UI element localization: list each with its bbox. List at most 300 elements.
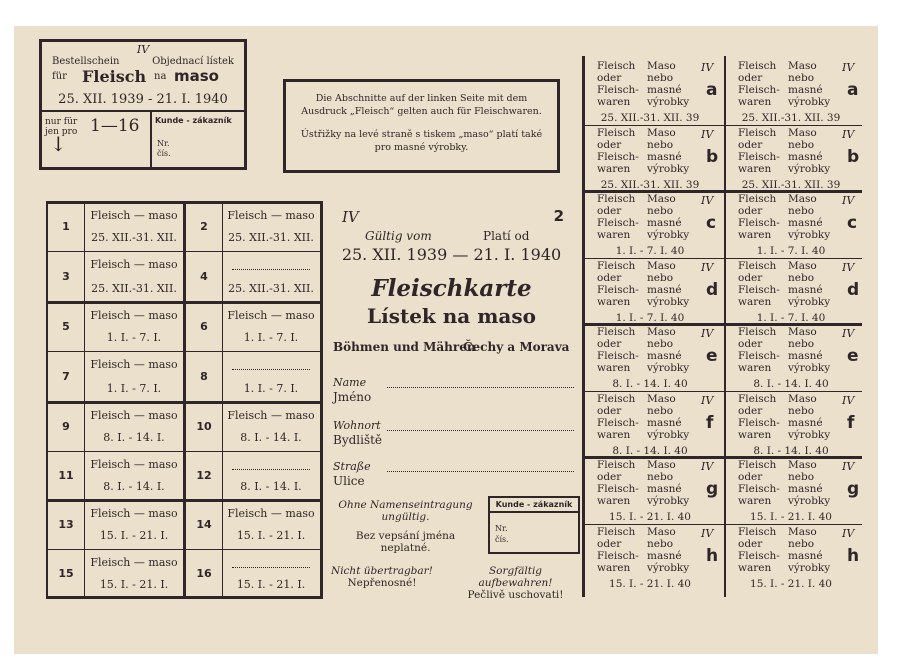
coupon-de-1: Fleisch: [738, 326, 777, 338]
coupon-de-2: oder: [597, 139, 622, 151]
order-slip-fleisch: Fleisch: [82, 67, 147, 86]
coupon-title: Fleisch — maso: [90, 458, 178, 471]
coupon-cs-3: masné: [788, 550, 823, 562]
right-coupon: [730, 191, 862, 258]
coupon-date: 8. I. - 14. I. 40: [612, 378, 688, 390]
coupon-cs-3: masné: [647, 550, 682, 562]
order-slip-label-de: Bestellschein: [52, 56, 120, 67]
coupon-cs-3: masné: [647, 284, 682, 296]
order-slip-header: [42, 42, 244, 112]
coupon-cs-3: masné: [788, 483, 823, 495]
coupon-date: 15. I. - 21. I.: [236, 578, 306, 591]
coupon-cs-3: masné: [788, 284, 823, 296]
coupon-cs-2: nebo: [647, 139, 674, 151]
wohnort-label-de: Wohnort: [333, 419, 381, 432]
coupon-cs-1: Maso: [647, 459, 676, 471]
coupon-de-2: oder: [597, 272, 622, 284]
main-panel: [323, 203, 580, 601]
coupon-cs-text: [647, 326, 689, 374]
coupon-de-2: oder: [597, 72, 622, 84]
coupon-de-text: [738, 526, 780, 574]
strasse-field[interactable]: [387, 471, 574, 472]
coupon-cs-4: výrobky: [788, 562, 831, 574]
coupon-date: 25. XII.-31. XII. 39: [600, 179, 700, 191]
customer-box: [488, 496, 580, 554]
coupon-title: Fleisch — maso: [90, 358, 178, 371]
coupon-de-3: Fleisch-: [738, 550, 780, 562]
coupon-de-4: waren: [738, 229, 772, 241]
right-coupon: [730, 125, 862, 192]
nicht-uebertragbar: [331, 565, 433, 589]
coupon-title: Fleisch — maso: [90, 507, 178, 520]
coupon-de-2: oder: [597, 405, 622, 417]
coupon-cs-2: nebo: [788, 405, 815, 417]
coupon-date: 1. I. - 7. I. 40: [756, 312, 826, 324]
coupon-de-4: waren: [597, 163, 631, 175]
right-coupon: [589, 58, 721, 125]
grid-rule: [46, 251, 320, 252]
coupon-title: Fleisch — maso: [90, 556, 178, 569]
order-slip-label-cs: Objednací lístek: [152, 56, 234, 67]
right-coupon: [730, 258, 862, 325]
coupon-de-4: waren: [738, 362, 772, 374]
coupon-letter: g: [706, 479, 719, 499]
right-coupon: [589, 457, 721, 524]
coupon-cs-1: Maso: [788, 393, 817, 405]
coupon-letter: d: [847, 280, 860, 300]
coupon-title: Fleisch — maso: [227, 409, 315, 422]
coupon-date: 1. I. - 7. I. 40: [615, 245, 685, 257]
coupon-de-3: Fleisch-: [597, 483, 639, 495]
coupon-cs-3: masné: [788, 350, 823, 362]
right-coupon: [589, 391, 721, 458]
coupon-de-2: oder: [738, 272, 763, 284]
order-slip-range-box: [42, 112, 152, 170]
coupon-cs-1: Maso: [647, 60, 676, 72]
coupon-date: 8. I. - 14. I.: [240, 431, 302, 444]
coupon-cs-2: nebo: [647, 471, 674, 483]
ohne-line-2: ungültig.: [381, 511, 430, 523]
coupon-roman-number: IV: [842, 460, 855, 473]
coupon-cs-4: výrobky: [647, 362, 690, 374]
coupon-date: 15. I. - 21. I.: [236, 529, 306, 542]
coupon-cs-4: výrobky: [788, 229, 831, 241]
order-slip-kunde: Kunde - zákazník: [155, 116, 232, 125]
sorg-cs: Pečlivě uschovati!: [467, 589, 564, 601]
coupon-date: 1. I. - 7. I.: [243, 382, 299, 395]
region-de: Böhmen und Mähren: [333, 340, 476, 354]
coupon-title: Fleisch — maso: [90, 258, 178, 271]
title-de: Fleischkarte: [371, 275, 532, 302]
coupon-number: 14: [196, 517, 212, 531]
coupon-cs-2: nebo: [647, 538, 674, 550]
notice-de: Die Abschnitte auf der linken Seite mit dem Ausdruck „Fleisch“ gelten auch für Fleischwaren.: [301, 93, 542, 117]
coupon-de-2: oder: [597, 471, 622, 483]
coupon-de-1: Fleisch: [597, 393, 636, 405]
coupon-de-4: waren: [597, 429, 631, 441]
coupon-number: 1: [62, 219, 70, 233]
customer-box-header: Kunde - zákazník: [490, 498, 578, 513]
coupon-cs-4: výrobky: [788, 362, 831, 374]
customer-box-number: [495, 523, 509, 545]
coupon-de-text: [738, 127, 780, 175]
customer-nr: Nr.: [495, 524, 508, 533]
coupon-letter: g: [847, 479, 860, 499]
coupon-cs-1: Maso: [788, 260, 817, 272]
coupon-number: 12: [196, 468, 212, 482]
coupon-de-text: [738, 193, 780, 241]
notice-box: [283, 79, 560, 173]
coupon-letter: f: [706, 413, 714, 433]
coupon-de-text: [738, 459, 780, 507]
right-coupon: [589, 258, 721, 325]
coupon-letter: h: [847, 546, 860, 566]
coupon-letter: h: [706, 546, 719, 566]
coupon-de-2: oder: [738, 72, 763, 84]
coupon-number: 4: [200, 269, 208, 283]
coupon-de-4: waren: [597, 96, 631, 108]
coupon-date: 15. I. - 21. I.: [99, 529, 169, 542]
coupon-cs-2: nebo: [788, 538, 815, 550]
coupon-roman-number: IV: [842, 394, 855, 407]
coupon-de-2: oder: [597, 338, 622, 350]
coupon-date: 25. XII.-31. XII.: [228, 231, 314, 244]
coupon-roman-number: IV: [842, 527, 855, 540]
coupon-date: 15. I. - 21. I.: [99, 578, 169, 591]
coupon-cs-text: [647, 193, 689, 241]
order-slip-jen-pro-text: jen pro: [45, 127, 78, 137]
coupon-de-text: [597, 260, 639, 308]
grid-rule: [46, 351, 320, 352]
coupon-date: 8. I. - 14. I. 40: [753, 445, 829, 457]
coupon-de-2: oder: [738, 139, 763, 151]
notice-cs: Ústřižky na levé straně s tiskem „maso“ platí také pro masné výrobky.: [300, 129, 543, 153]
coupon-de-3: Fleisch-: [738, 84, 780, 96]
coupon-de-text: [597, 127, 639, 175]
coupon-number: 6: [200, 319, 208, 333]
coupon-cs-text: [647, 60, 689, 108]
coupon-de-4: waren: [738, 163, 772, 175]
coupon-roman-number: IV: [842, 128, 855, 141]
coupon-roman-number: IV: [701, 194, 714, 207]
order-slip-nr-cis: [157, 139, 171, 159]
coupon-de-4: waren: [738, 429, 772, 441]
coupon-cs-text: [647, 393, 689, 441]
coupon-de-1: Fleisch: [597, 526, 636, 538]
coupon-cs-2: nebo: [647, 405, 674, 417]
coupon-cs-2: nebo: [788, 338, 815, 350]
nicht-de: Nicht übertragbar!: [331, 565, 433, 577]
ohne-line-1: Ohne Namenseintragung: [338, 499, 473, 511]
coupon-de-1: Fleisch: [597, 326, 636, 338]
coupon-title: Fleisch — maso: [227, 507, 315, 520]
grid-rule: [46, 301, 320, 304]
grid-rule: [222, 201, 223, 599]
coupon-de-2: oder: [597, 538, 622, 550]
coupon-de-3: Fleisch-: [597, 217, 639, 229]
wohnort-label-cs: Bydliště: [333, 433, 383, 447]
coupon-date: 15. I. - 21. I. 40: [750, 578, 832, 590]
coupon-date: 8. I. - 14. I.: [103, 431, 165, 444]
coupon-cs-3: masné: [647, 217, 682, 229]
grid-rule: [46, 401, 320, 404]
coupon-roman-number: IV: [701, 128, 714, 141]
coupon-cs-4: výrobky: [647, 229, 690, 241]
coupon-roman-number: IV: [701, 261, 714, 274]
grid-rule: [46, 201, 48, 599]
right-coupon: [589, 125, 721, 192]
order-slip-nr: Nr.: [157, 139, 170, 148]
coupon-cs-4: výrobky: [647, 296, 690, 308]
coupon-cs-3: masné: [647, 84, 682, 96]
coupon-cs-text: [788, 326, 830, 374]
coupon-de-1: Fleisch: [738, 526, 777, 538]
coupon-date: 25. XII.-31. XII.: [91, 231, 177, 244]
coupon-de-1: Fleisch: [738, 459, 777, 471]
coupon-cs-1: Maso: [788, 127, 817, 139]
coupon-de-text: [597, 459, 639, 507]
coupon-cs-2: nebo: [647, 72, 674, 84]
coupon-date: 1. I. - 7. I.: [243, 331, 299, 344]
coupon-date: 25. XII.-31. XII.: [91, 282, 177, 295]
coupon-letter: e: [706, 346, 718, 366]
coupon-de-3: Fleisch-: [738, 417, 780, 429]
region-cs: Čechy a Morava: [463, 340, 570, 354]
grid-rule: [46, 499, 320, 502]
coupon-de-4: waren: [738, 495, 772, 507]
coupon-de-text: [597, 526, 639, 574]
bez-note: [323, 530, 488, 554]
right-coupon: [730, 524, 862, 591]
coupon-title: Fleisch — maso: [227, 309, 315, 322]
coupon-number: 7: [62, 369, 70, 383]
coupon-title: Fleisch — maso: [90, 309, 178, 322]
coupon-de-1: Fleisch: [597, 193, 636, 205]
coupon-blank-line: [232, 369, 310, 370]
coupon-roman-number: IV: [842, 327, 855, 340]
right-coupon: [730, 457, 862, 524]
coupon-de-1: Fleisch: [738, 193, 777, 205]
coupon-de-3: Fleisch-: [597, 151, 639, 163]
coupon-roman-number: IV: [701, 527, 714, 540]
right-coupon: [589, 191, 721, 258]
coupon-date: 8. I. - 14. I.: [240, 480, 302, 493]
right-coupon: [589, 524, 721, 591]
coupon-de-3: Fleisch-: [597, 284, 639, 296]
coupon-de-3: Fleisch-: [738, 350, 780, 362]
coupon-cs-2: nebo: [788, 471, 815, 483]
coupon-title: Fleisch — maso: [90, 409, 178, 422]
coupon-de-3: Fleisch-: [597, 350, 639, 362]
down-arrow-icon: ↓: [50, 132, 67, 156]
grid-rule: [724, 56, 726, 597]
order-slip-range: 1—16: [90, 116, 140, 136]
coupon-cs-2: nebo: [788, 272, 815, 284]
coupon-blank-line: [232, 269, 310, 270]
ohne-note: [323, 499, 488, 523]
plati-label: Platí od: [483, 229, 530, 243]
coupon-de-1: Fleisch: [597, 127, 636, 139]
coupon-cs-2: nebo: [647, 205, 674, 217]
coupon-de-2: oder: [738, 405, 763, 417]
coupon-cs-text: [788, 127, 830, 175]
coupon-date: 15. I. - 21. I. 40: [609, 511, 691, 523]
order-slip: [39, 39, 247, 170]
coupon-number: 11: [58, 468, 74, 482]
coupon-cs-2: nebo: [647, 272, 674, 284]
coupon-cs-3: masné: [788, 417, 823, 429]
name-field-label: [333, 376, 371, 404]
coupon-de-3: Fleisch-: [738, 151, 780, 163]
coupon-de-4: waren: [738, 562, 772, 574]
coupon-cs-1: Maso: [647, 526, 676, 538]
coupon-cs-1: Maso: [788, 193, 817, 205]
coupon-de-text: [597, 326, 639, 374]
coupon-de-4: waren: [597, 229, 631, 241]
coupon-de-2: oder: [738, 205, 763, 217]
coupon-cs-1: Maso: [788, 326, 817, 338]
coupon-date: 25. XII.-31. XII.: [228, 282, 314, 295]
coupon-de-4: waren: [738, 296, 772, 308]
coupon-letter: c: [847, 213, 858, 233]
name-label-cs: Jméno: [333, 390, 372, 404]
coupon-cs-4: výrobky: [647, 562, 690, 574]
coupon-cs-text: [788, 526, 830, 574]
coupon-number: 2: [200, 219, 208, 233]
coupon-number: 5: [62, 319, 70, 333]
name-field[interactable]: [387, 387, 574, 388]
coupon-number: 16: [196, 566, 212, 580]
coupon-cs-text: [788, 459, 830, 507]
strasse-field-label: [333, 460, 371, 488]
coupon-cs-1: Maso: [647, 127, 676, 139]
coupon-roman-number: IV: [701, 327, 714, 340]
coupon-cs-text: [788, 260, 830, 308]
coupon-date: 15. I. - 21. I. 40: [609, 578, 691, 590]
order-slip-number: IV: [136, 43, 150, 56]
coupon-number: 10: [196, 419, 212, 433]
nicht-cs: Nepřenosné!: [347, 577, 417, 589]
coupon-de-2: oder: [738, 538, 763, 550]
grid-rule: [46, 451, 320, 452]
order-slip-fuer: für: [52, 71, 67, 82]
title-cs: Lístek na maso: [367, 304, 536, 328]
coupon-de-1: Fleisch: [738, 393, 777, 405]
grid-rule: [46, 549, 320, 550]
coupon-cs-4: výrobky: [788, 495, 831, 507]
coupon-cs-1: Maso: [647, 193, 676, 205]
coupon-date: 1. I. - 7. I. 40: [615, 312, 685, 324]
order-slip-nur-fuer-text: nur für: [45, 117, 78, 127]
coupon-cs-1: Maso: [647, 326, 676, 338]
coupon-date: 25. XII.-31. XII. 39: [600, 112, 700, 124]
coupon-cs-3: masné: [647, 350, 682, 362]
coupon-cs-2: nebo: [788, 72, 815, 84]
coupon-de-2: oder: [738, 338, 763, 350]
coupon-number: 13: [58, 517, 74, 531]
coupon-cs-3: masné: [788, 151, 823, 163]
bez-line-1: Bez vepsání jména: [355, 530, 456, 542]
coupon-date: 25. XII.-31. XII. 39: [741, 112, 841, 124]
coupon-blank-line: [232, 567, 310, 568]
coupon-de-text: [597, 193, 639, 241]
coupon-date: 15. I. - 21. I. 40: [750, 511, 832, 523]
coupon-de-text: [597, 393, 639, 441]
coupon-de-2: oder: [597, 205, 622, 217]
coupon-cs-3: masné: [647, 417, 682, 429]
coupon-cs-3: masné: [647, 483, 682, 495]
coupon-letter: b: [847, 147, 860, 167]
coupon-cs-2: nebo: [788, 139, 815, 151]
coupon-letter: e: [847, 346, 859, 366]
coupon-letter: a: [847, 80, 859, 100]
coupon-de-1: Fleisch: [597, 60, 636, 72]
coupon-de-text: [738, 393, 780, 441]
coupon-date: 25. XII.-31. XII. 39: [741, 179, 841, 191]
coupon-number: 3: [62, 269, 70, 283]
grid-rule: [582, 56, 585, 597]
coupon-de-text: [597, 60, 639, 108]
coupon-number: 9: [62, 419, 70, 433]
coupon-date: 8. I. - 14. I.: [103, 480, 165, 493]
coupon-cs-4: výrobky: [788, 429, 831, 441]
coupon-cs-2: nebo: [788, 205, 815, 217]
coupon-de-3: Fleisch-: [597, 417, 639, 429]
order-slip-period: 25. XII. 1939 - 21. I. 1940: [58, 92, 228, 107]
customer-cis: čís.: [495, 535, 509, 544]
coupon-cs-4: výrobky: [647, 495, 690, 507]
coupon-de-1: Fleisch: [738, 60, 777, 72]
coupon-de-1: Fleisch: [597, 459, 636, 471]
coupon-de-1: Fleisch: [738, 260, 777, 272]
coupon-roman-number: IV: [842, 61, 855, 74]
coupon-cs-text: [788, 60, 830, 108]
coupon-de-4: waren: [597, 495, 631, 507]
main-panel-number: IV: [342, 208, 359, 226]
coupon-date: 1. I. - 7. I.: [106, 382, 162, 395]
coupon-cs-4: výrobky: [647, 163, 690, 175]
sorgfaeltig: [451, 565, 580, 601]
coupon-cs-4: výrobky: [788, 296, 831, 308]
coupon-cs-1: Maso: [647, 393, 676, 405]
coupon-date: 1. I. - 7. I. 40: [756, 245, 826, 257]
coupon-title: Fleisch — maso: [90, 209, 178, 222]
coupon-cs-text: [647, 526, 689, 574]
coupon-title: Fleisch — maso: [227, 209, 315, 222]
order-slip-cis: čís.: [157, 149, 171, 158]
coupon-cs-4: výrobky: [647, 96, 690, 108]
coupon-cs-4: výrobky: [647, 429, 690, 441]
right-coupon: [730, 58, 862, 125]
wohnort-field-label: [333, 419, 382, 447]
gueltig-label: Gültig vom: [365, 229, 432, 243]
coupon-roman-number: IV: [701, 460, 714, 473]
coupon-cs-2: nebo: [647, 338, 674, 350]
coupon-date: 8. I. - 14. I. 40: [753, 378, 829, 390]
coupon-letter: b: [706, 147, 719, 167]
coupon-de-1: Fleisch: [597, 260, 636, 272]
coupon-cs-3: masné: [788, 84, 823, 96]
coupon-de-1: Fleisch: [738, 127, 777, 139]
wohnort-field[interactable]: [387, 430, 574, 431]
name-label-de: Name: [333, 376, 367, 389]
coupon-de-text: [738, 260, 780, 308]
coupon-de-text: [738, 60, 780, 108]
coupon-de-4: waren: [738, 96, 772, 108]
right-coupon: [730, 391, 862, 458]
coupon-de-2: oder: [738, 471, 763, 483]
coupon-roman-number: IV: [842, 261, 855, 274]
